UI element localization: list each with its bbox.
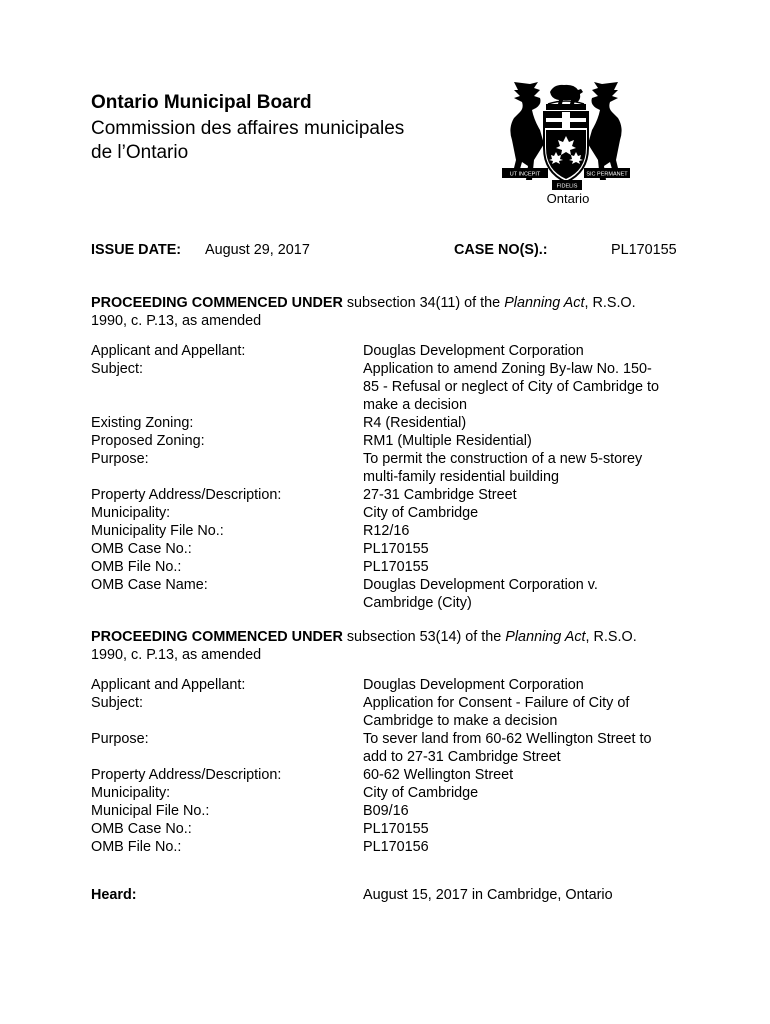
p2-label: Municipal File No.: [91,803,210,819]
org-name-en: Ontario Municipal Board [91,92,312,113]
p1-value: R4 (Residential) [363,415,467,431]
p1-label: Applicant and Appellant: [91,343,246,359]
p2-value: To sever land from 60-62 Wellington Street to [363,731,652,747]
p2-value: PL170155 [363,821,429,837]
proceeding-2-heading-line2: 1990, c. P.13, as amended [91,647,262,663]
heard-label: Heard: [91,887,137,903]
p1-value: make a decision [363,397,467,413]
p2-label: OMB File No.: [91,839,182,855]
crest-motto-left: UT INCEPIT [509,171,541,178]
p2-value: B09/16 [363,803,409,819]
proceeding-1-heading-post: , R.S.O. [584,295,636,311]
proceeding-1-heading-line2: 1990, c. P.13, as amended [91,313,262,329]
p1-label: OMB Case Name: [91,577,208,593]
p2-label: OMB Case No.: [91,821,192,837]
crest-wordmark: Ontario [546,191,590,206]
p2-value: Application for Consent - Failure of City of [363,695,630,711]
p1-value: To permit the construction of a new 5-storey [363,451,643,467]
heard-value: August 15, 2017 in Cambridge, Ontario [363,887,613,903]
p1-label: Property Address/Description: [91,487,282,503]
org-name-fr-line1: Commission des affaires municipales [91,118,405,139]
p1-label: Subject: [91,361,143,377]
p1-value: Douglas Development Corporation v. [363,577,598,593]
proceeding-1-heading-act: Planning Act [504,295,585,311]
p2-label: Purpose: [91,731,149,747]
p2-value: Douglas Development Corporation [363,677,584,693]
p2-value: PL170156 [363,839,429,855]
issue-date-label: ISSUE DATE: [91,242,182,258]
org-name-fr-line2: de l’Ontario [91,142,189,163]
p1-label: OMB File No.: [91,559,182,575]
proceeding-2-heading-bold: PROCEEDING COMMENCED UNDER [91,629,343,645]
p1-value: 27-31 Cambridge Street [363,487,517,503]
p1-value: PL170155 [363,559,429,575]
proceeding-2-heading-act: Planning Act [505,629,586,645]
p1-label: Proposed Zoning: [91,433,205,449]
p1-value: Application to amend Zoning By-law No. 150- [363,361,652,377]
proceeding-2-heading-pre: subsection 53(14) of the [342,629,506,645]
case-no-value: PL170155 [611,242,677,258]
p1-label: Municipality: [91,505,171,521]
p2-label: Property Address/Description: [91,767,282,783]
p1-value: R12/16 [363,523,410,539]
proceeding-1-heading-pre: subsection 34(11) of the [342,295,505,311]
p2-value: 60-62 Wellington Street [363,767,514,783]
proceeding-1-heading [91,294,636,312]
p2-value: City of Cambridge [363,785,479,801]
p2-label: Municipality: [91,785,171,801]
crest-motto-middle: FIDELIS [556,183,578,190]
p1-label: Existing Zoning: [91,415,194,431]
p2-value: Cambridge to make a decision [363,713,558,729]
proceeding-2-heading-post: , R.S.O. [585,629,637,645]
p1-value: multi-family residential building [363,469,559,485]
p2-label: Applicant and Appellant: [91,677,246,693]
p1-value: 85 - Refusal or neglect of City of Cambridge to [363,379,659,395]
p1-value: PL170155 [363,541,429,557]
case-no-label: CASE NO(S).: [454,242,548,258]
p1-value: City of Cambridge [363,505,479,521]
p1-value: Douglas Development Corporation [363,343,584,359]
proceeding-1-heading-bold: PROCEEDING COMMENCED UNDER [91,295,343,311]
p2-label: Subject: [91,695,143,711]
proceeding-2-heading [91,628,637,646]
crest-motto-right: SIC PERMANET [586,171,628,178]
p2-value: add to 27-31 Cambridge Street [363,749,561,765]
p1-label: Purpose: [91,451,149,467]
issue-date-value: August 29, 2017 [205,242,310,258]
p1-value: Cambridge (City) [363,595,472,611]
p1-value: RM1 (Multiple Residential) [363,433,532,449]
p1-label: OMB Case No.: [91,541,192,557]
p1-label: Municipality File No.: [91,523,224,539]
ontario-crest-logo [500,78,632,206]
